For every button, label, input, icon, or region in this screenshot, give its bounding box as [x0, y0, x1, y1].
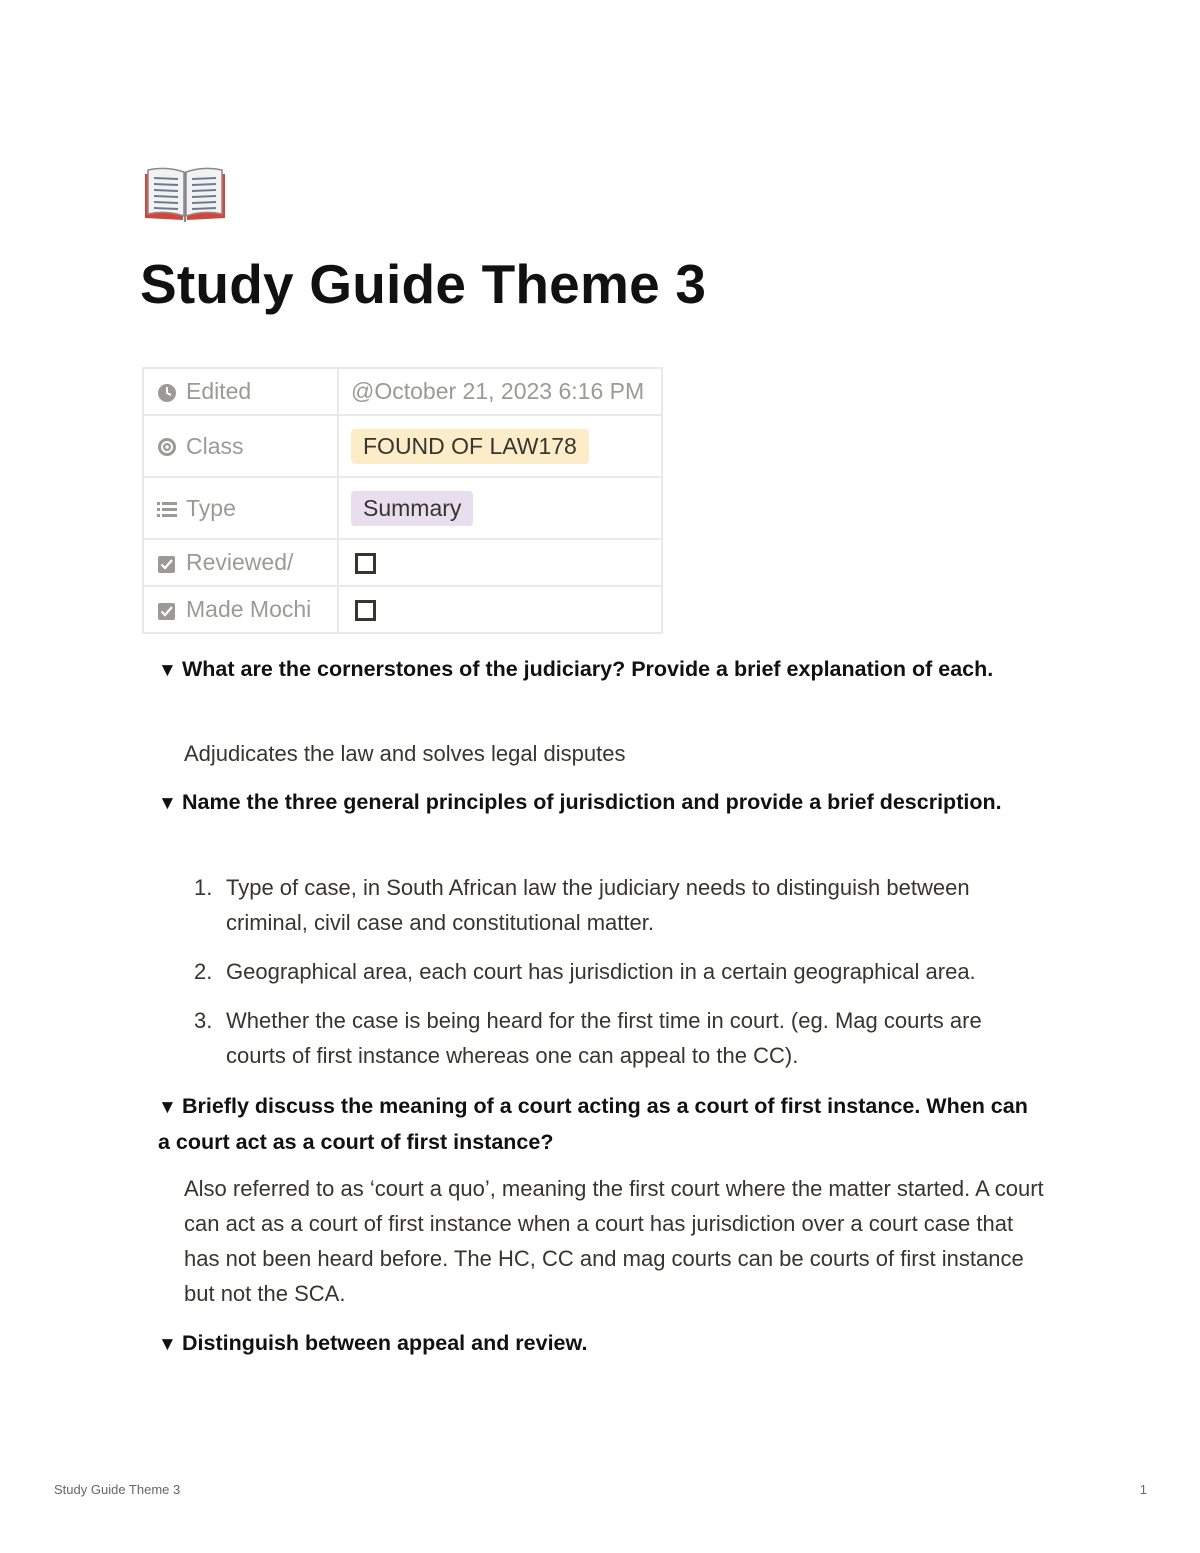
list-number: 2. — [194, 959, 213, 984]
property-label-cell — [143, 477, 338, 539]
property-value-cell — [338, 539, 662, 586]
checkbox-icon — [156, 600, 178, 622]
list-item-text: Whether the case is being heard for the first time in court. (eg. Mag courts are courts of first instance whereas one can appeal to the CC). — [226, 1008, 982, 1068]
list-item-text: Geographical area, each court has jurisdiction in a certain geographical area. — [226, 959, 976, 984]
toggle-answer: Also referred to as ‘court a quo’, meaning the first court where the matter started. A court can act as a court of first instance when a court has jurisdiction over a court case that has not been heard before. The HC, CC and mag courts can be courts of first instance but not the SCA. — [184, 1176, 1044, 1306]
toggle-heading[interactable] — [158, 652, 1038, 688]
properties-table — [142, 367, 663, 634]
property-label: Class — [186, 432, 244, 459]
toggle-heading[interactable] — [158, 785, 1038, 821]
property-value-cell — [338, 586, 662, 633]
property-row-reviewed — [143, 539, 662, 586]
footer-page-number: 1 — [1139, 1482, 1147, 1497]
property-label: Made Mochi — [186, 596, 312, 622]
edited-date: @October 21, 2023 6:16 PM — [351, 378, 645, 404]
property-label-cell — [143, 368, 338, 415]
clock-icon — [156, 382, 178, 404]
toggle-arrow-icon[interactable]: ▼ — [158, 1334, 177, 1355]
list-number: 3. — [194, 1008, 213, 1033]
list-item-text: Type of case, in South African law the judiciary needs to distinguish between criminal, civil case and constitutional matter. — [226, 875, 970, 935]
toggle-question: Briefly discuss the meaning of a court acting as a court of first instance. When can a court act as a court of first instance? — [158, 1094, 1028, 1154]
list-icon — [156, 498, 178, 520]
property-row-class — [143, 415, 662, 477]
checkbox-icon — [156, 553, 178, 575]
toggle-question: Name the three general principles of jurisdiction and provide a brief description. — [182, 790, 1002, 814]
toggle-answer: Adjudicates the law and solves legal disputes — [184, 741, 626, 766]
property-label-cell — [143, 586, 338, 633]
list-item — [184, 1003, 1044, 1073]
property-label-cell — [143, 539, 338, 586]
property-label: Type — [186, 494, 236, 521]
open-book-icon — [142, 164, 228, 226]
toggle-heading[interactable] — [158, 1326, 1038, 1362]
property-row-edited — [143, 368, 662, 415]
property-row-made-mochi — [143, 586, 662, 633]
toggle-arrow-icon[interactable]: ▼ — [158, 1097, 177, 1118]
property-label: Reviewed/ — [186, 549, 294, 575]
footer-doc-title: Study Guide Theme 3 — [54, 1482, 181, 1497]
property-value-cell[interactable] — [338, 477, 662, 539]
list-item — [184, 870, 1044, 940]
page-title: Study Guide Theme 3 — [140, 253, 707, 315]
toggle-arrow-icon[interactable]: ▼ — [158, 793, 177, 814]
toggle-heading[interactable] — [158, 1089, 1038, 1160]
made-mochi-checkbox[interactable] — [355, 600, 376, 621]
reviewed-checkbox[interactable] — [355, 553, 376, 574]
toggle-question: What are the cornerstones of the judiciary? Provide a brief explanation of each. — [182, 657, 994, 681]
property-value-cell[interactable] — [338, 415, 662, 477]
target-icon — [156, 436, 178, 458]
property-label-cell — [143, 415, 338, 477]
list-item — [184, 954, 1044, 989]
property-row-type — [143, 477, 662, 539]
list-number: 1. — [194, 875, 213, 900]
type-tag[interactable]: Summary — [351, 491, 473, 526]
class-tag[interactable]: FOUND OF LAW178 — [351, 429, 589, 464]
numbered-list — [184, 870, 1044, 1087]
toggle-arrow-icon[interactable]: ▼ — [158, 660, 177, 681]
property-label: Edited — [186, 378, 252, 404]
property-value-cell[interactable] — [338, 368, 662, 415]
toggle-question: Distinguish between appeal and review. — [182, 1331, 588, 1355]
